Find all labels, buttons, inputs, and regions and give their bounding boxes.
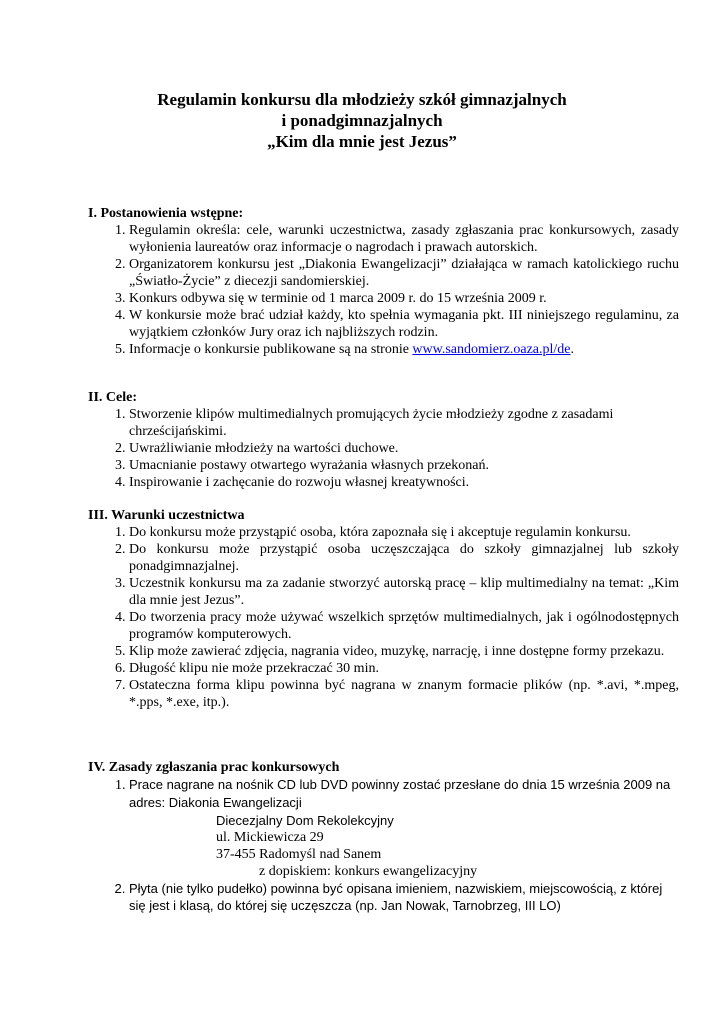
- list-item: [129, 341, 679, 358]
- title-line-2: i ponadgimnazjalnych: [281, 111, 443, 130]
- address-line-1: Diecezjalny Dom Rekolekcyjny: [216, 813, 394, 828]
- list-item: [129, 776, 679, 880]
- address-line-3: 37-455 Radomyśl nad Sanem: [216, 847, 382, 862]
- list-item: 2. Płyta (nie tylko pudełko) powinna być opisana imieniem, nazwiskiem, miejscowością, z której się jest i klasą, do której się uczęszcza (np. Jan Nowak, Tarnobrzeg, III LO): [129, 880, 679, 914]
- list-item: 4. Inspirowanie i zachęcanie do rozwoju własnej kreatywności.: [129, 474, 679, 491]
- list-item: 3. Konkurs odbywa się w terminie od 1 marca 2009 r. do 15 września 2009 r.: [129, 290, 679, 307]
- section-3-heading: III. Warunki uczestnictwa: [88, 508, 245, 523]
- list-item: 7. Ostateczna forma klipu powinna być nagrana w znanym formacie plików (np. *.avi, *.mpeg, *.pps, *.exe, itp.).: [129, 677, 679, 711]
- section-3-list: [88, 524, 679, 711]
- list-item: 3. Uczestnik konkursu ma za zadanie stworzyć autorską pracę – klip multimedialny na temat: „Kim dla mnie jest Jezus”.: [129, 575, 679, 609]
- list-item-end: .: [570, 342, 575, 357]
- title-line-1: Regulamin konkursu dla młodzieży szkół gimnazjalnych: [157, 90, 567, 109]
- section-4-list: [88, 776, 679, 914]
- list-item: 1. Stworzenie klipów multimedialnych promujących życie młodzieży zgodne z zasadami chrześcijańskimi.: [129, 406, 679, 440]
- address-line-2: ul. Mickiewicza 29: [216, 830, 324, 845]
- list-item-text: Informacje o konkursie publikowane są na stronie: [129, 342, 413, 357]
- document-title: [0, 89, 724, 152]
- list-item: 3. Umacnianie postawy otwartego wyrażania własnych przekonań.: [129, 457, 679, 474]
- section-1-heading: I. Postanowienia wstępne:: [88, 206, 244, 221]
- section-1-list: [88, 222, 679, 358]
- list-item: 1. Regulamin określa: cele, warunki uczestnictwa, zasady zgłaszania prac konkursowych, zasady wyłonienia laureatów oraz informacje o nagrodach i prawach autorskich.: [129, 222, 679, 256]
- website-link[interactable]: www.sandomierz.oaza.pl/de: [412, 342, 571, 357]
- section-2-list: [88, 406, 679, 491]
- list-item: 2. Uwrażliwianie młodzieży na wartości duchowe.: [129, 440, 679, 457]
- list-item: 6. Długość klipu nie może przekraczać 30 min.: [129, 660, 679, 677]
- list-item: 1. Do konkursu może przystąpić osoba, która zapoznała się i akceptuje regulamin konkursu.: [129, 524, 679, 541]
- section-4-heading: IV. Zasady zgłaszania prac konkursowych: [88, 760, 340, 775]
- section-2-heading: II. Cele:: [88, 390, 137, 405]
- title-line-3: „Kim dla mnie jest Jezus”: [267, 132, 457, 151]
- address-note: z dopiskiem: konkurs ewangelizacyjny: [259, 864, 478, 879]
- submission-intro: Prace nagrane na nośnik CD lub DVD powinny zostać przesłane do dnia 15 września 2009 na adres: Diakonia Ewangelizacji: [129, 777, 671, 810]
- list-item: 2. Organizatorem konkursu jest „Diakonia Ewangelizacji” działająca w ramach katolickiego ruchu „Światło-Życie” z diecezji sandomierskiej.: [129, 256, 679, 290]
- list-item: 5. Klip może zawierać zdjęcia, nagrania video, muzykę, narrację, i inne dostępne formy przekazu.: [129, 643, 679, 660]
- list-item: 4. W konkursie może brać udział każdy, kto spełnia wymagania pkt. III niniejszego regulaminu, za wyjątkiem członków Jury oraz ich najbliższych rodzin.: [129, 307, 679, 341]
- list-item: 4. Do tworzenia pracy może używać wszelkich sprzętów multimedialnych, jak i ogólnodostępnych programów komputerowych.: [129, 609, 679, 643]
- list-item: 2. Do konkursu może przystąpić osoba uczęszczająca do szkoły gimnazjalnej lub szkoły ponadgimnazjalnej.: [129, 541, 679, 575]
